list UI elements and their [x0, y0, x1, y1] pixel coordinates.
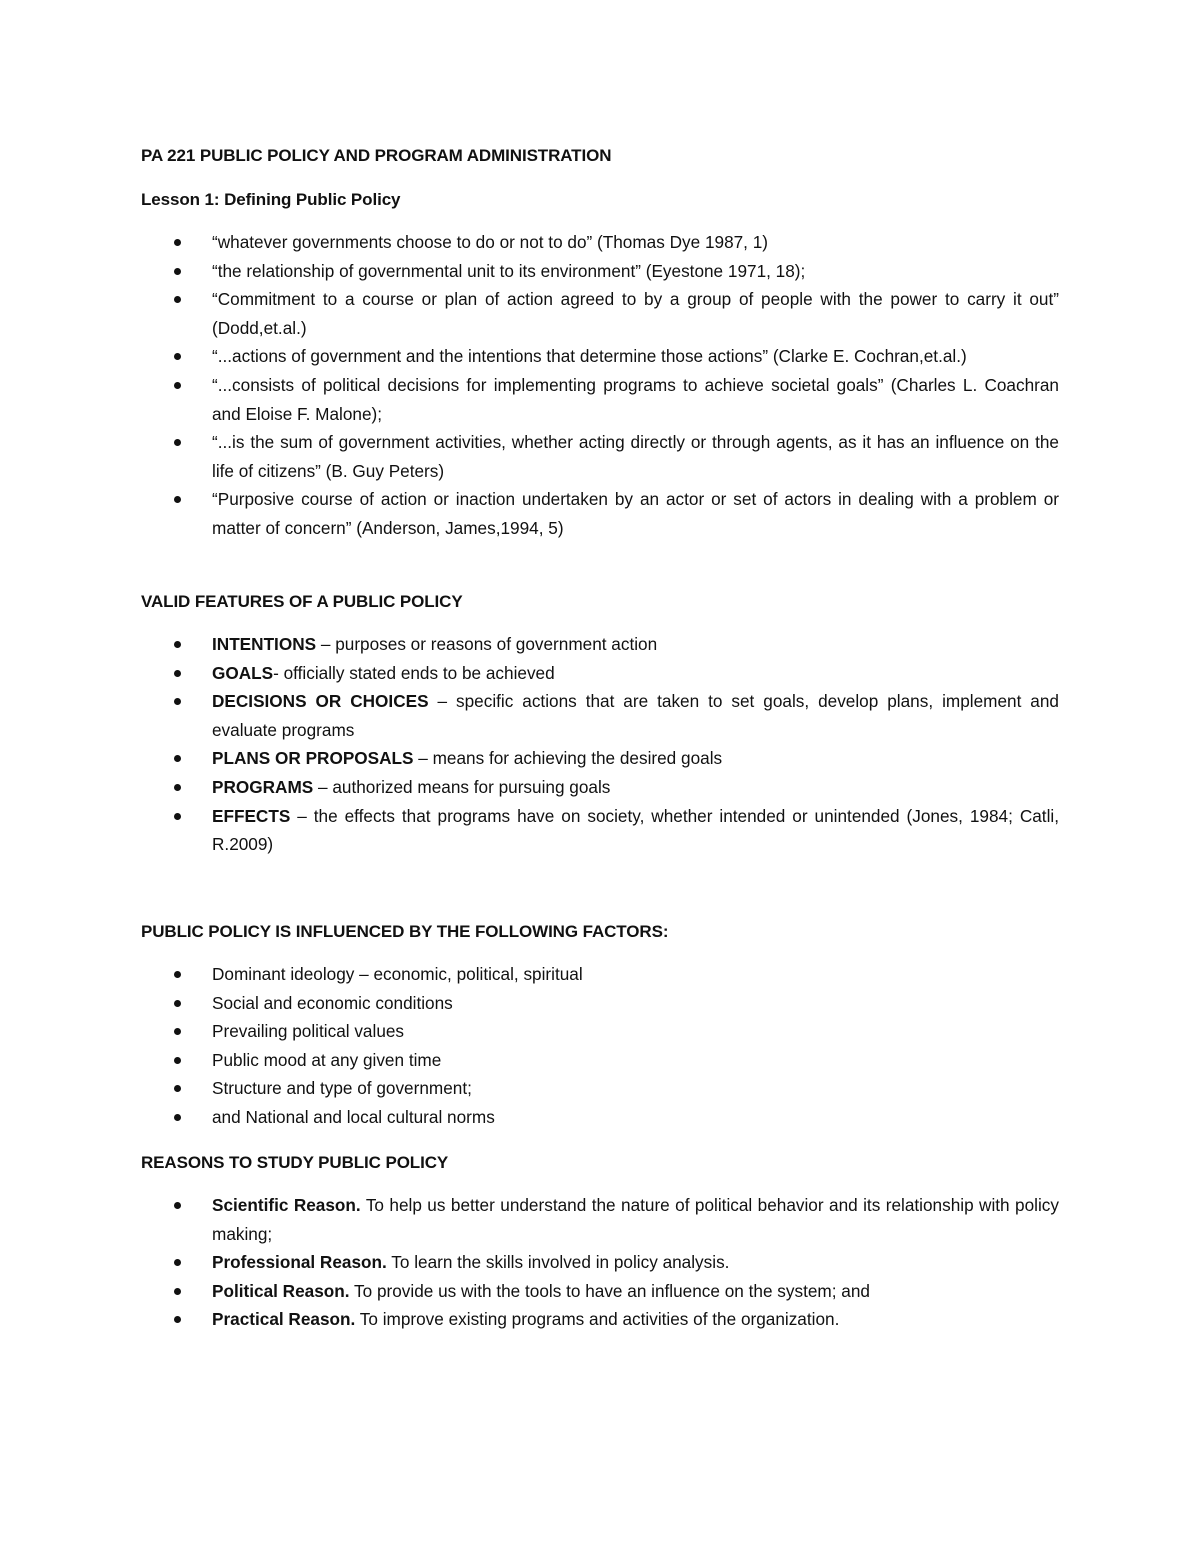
bullet-icon	[174, 670, 181, 677]
bullet-icon	[174, 1085, 181, 1092]
list-item: PROGRAMS – authorized means for pursuing goals	[141, 773, 1059, 802]
bullet-icon	[174, 641, 181, 648]
reasons-list	[141, 1191, 1059, 1334]
bullet-icon	[174, 268, 181, 275]
bullet-icon	[174, 1000, 181, 1007]
document-title: PA 221 PUBLIC POLICY AND PROGRAM ADMINISTRATION	[141, 146, 612, 165]
list-item: “...is the sum of government activities, whether acting directly or through agents, as it has an influence on the life of citizens” (B. Guy Peters)	[141, 428, 1059, 485]
list-item: Political Reason. To provide us with the tools to have an influence on the system; and	[141, 1277, 1059, 1306]
list-item: Public mood at any given time	[141, 1046, 1059, 1075]
bullet-icon	[174, 239, 181, 246]
bullet-icon	[174, 439, 181, 446]
list-item: “Purposive course of action or inaction undertaken by an actor or set of actors in dealing with a problem or matter of concern” (Anderson, James,1994, 5)	[141, 485, 1059, 542]
list-item: “...actions of government and the intentions that determine those actions” (Clarke E. Cochran,et.al.)	[141, 342, 1059, 371]
bullet-icon	[174, 353, 181, 360]
list-item: PLANS OR PROPOSALS – means for achieving the desired goals	[141, 744, 1059, 773]
list-item: Prevailing political values	[141, 1017, 1059, 1046]
bullet-icon	[174, 784, 181, 791]
definitions-section	[141, 228, 1059, 543]
bullet-icon	[174, 698, 181, 705]
list-item: Structure and type of government;	[141, 1074, 1059, 1103]
bullet-icon	[174, 1057, 181, 1064]
list-item: EFFECTS – the effects that programs have on society, whether intended or unintended (Jones, 1984; Catli, R.2009)	[141, 802, 1059, 859]
list-item: Professional Reason. To learn the skills involved in policy analysis.	[141, 1248, 1059, 1277]
bullet-icon	[174, 1259, 181, 1266]
bullet-icon	[174, 1114, 181, 1121]
bullet-icon	[174, 296, 181, 303]
list-item: GOALS- officially stated ends to be achieved	[141, 659, 1059, 688]
bullet-icon	[174, 1316, 181, 1323]
bullet-icon	[174, 1202, 181, 1209]
list-item: “the relationship of governmental unit to its environment” (Eyestone 1971, 18);	[141, 257, 1059, 286]
bullet-icon	[174, 971, 181, 978]
bullet-icon	[174, 382, 181, 389]
factors-heading: PUBLIC POLICY IS INFLUENCED BY THE FOLLOWING FACTORS:	[141, 922, 669, 941]
factors-list	[141, 960, 1059, 1132]
reasons-heading: REASONS TO STUDY PUBLIC POLICY	[141, 1153, 449, 1172]
lesson-block	[141, 186, 1059, 214]
features-heading: VALID FEATURES OF A PUBLIC POLICY	[141, 592, 463, 611]
bullet-icon	[174, 813, 181, 820]
list-item: DECISIONS OR CHOICES – specific actions that are taken to set goals, develop plans, implement and evaluate programs	[141, 687, 1059, 744]
reasons-section	[141, 1149, 1059, 1334]
factors-section	[141, 918, 1059, 1132]
features-list	[141, 630, 1059, 859]
list-item: Social and economic conditions	[141, 989, 1059, 1018]
list-item: “whatever governments choose to do or not to do” (Thomas Dye 1987, 1)	[141, 228, 1059, 257]
list-item: “Commitment to a course or plan of action agreed to by a group of people with the power to carry it out” (Dodd,et.al.)	[141, 285, 1059, 342]
list-item: Dominant ideology – economic, political, spiritual	[141, 960, 1059, 989]
list-item: “...consists of political decisions for implementing programs to achieve societal goals” (Charles L. Coachran and Eloise F. Malone);	[141, 371, 1059, 428]
features-section	[141, 588, 1059, 859]
list-item: Scientific Reason. To help us better understand the nature of political behavior and its relationship with policy making;	[141, 1191, 1059, 1248]
title-block	[141, 142, 1059, 170]
bullet-icon	[174, 1288, 181, 1295]
lesson-heading: Lesson 1: Defining Public Policy	[141, 190, 401, 209]
list-item: and National and local cultural norms	[141, 1103, 1059, 1132]
bullet-icon	[174, 1028, 181, 1035]
bullet-icon	[174, 755, 181, 762]
list-item: Practical Reason. To improve existing programs and activities of the organization.	[141, 1305, 1059, 1334]
definitions-list	[141, 228, 1059, 543]
bullet-icon	[174, 496, 181, 503]
list-item: INTENTIONS – purposes or reasons of government action	[141, 630, 1059, 659]
